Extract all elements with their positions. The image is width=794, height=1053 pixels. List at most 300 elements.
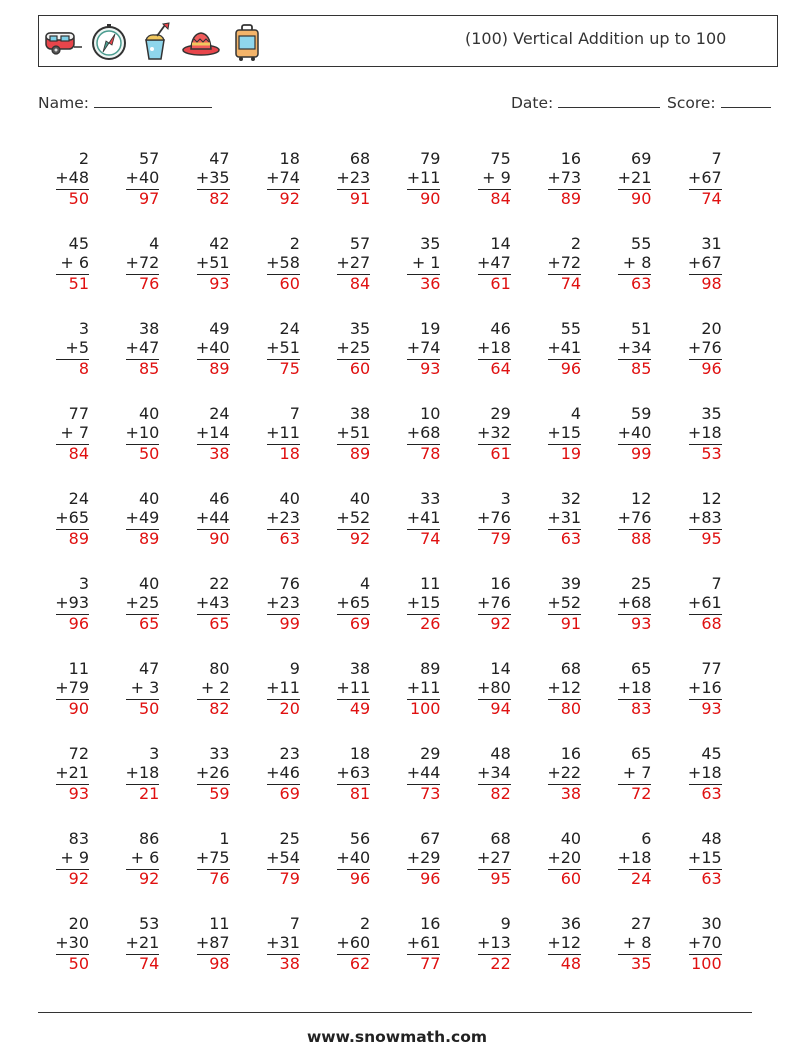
addition-problem [389, 574, 459, 659]
addition-problem [460, 659, 530, 744]
second-addend: +47 [477, 253, 511, 272]
addition-problem [249, 319, 319, 404]
answer: 79 [490, 529, 511, 548]
addition-problem [460, 574, 530, 659]
second-addend: +11 [336, 678, 371, 697]
answer: 21 [138, 784, 160, 803]
second-addend: +11 [406, 168, 441, 187]
first-addend: 11 [68, 659, 89, 678]
first-addend: 55 [560, 319, 582, 338]
second-addend: +60 [336, 933, 371, 952]
answer: 59 [209, 784, 230, 803]
addition-problem [179, 659, 249, 744]
answer: 98 [209, 954, 230, 973]
second-addend: +67 [687, 168, 722, 187]
score-field[interactable] [667, 93, 771, 112]
addition-problem [671, 914, 741, 999]
first-addend: 48 [701, 829, 722, 848]
second-addend: +48 [55, 168, 89, 187]
addition-problem [249, 489, 319, 574]
addition-problem [671, 319, 741, 404]
second-addend: +68 [617, 593, 652, 612]
footer-site: www.snowmath.com [306, 1028, 487, 1046]
first-addend: 1 [219, 829, 230, 848]
camper-trailer-icon [43, 22, 83, 62]
second-addend: +76 [477, 508, 511, 527]
second-addend: +34 [617, 338, 652, 357]
answer: 96 [701, 359, 722, 378]
second-addend: +18 [477, 338, 511, 357]
first-addend: 24 [209, 404, 230, 423]
addition-problem [108, 234, 178, 319]
addition-problem [530, 914, 600, 999]
first-addend: 3 [500, 489, 511, 508]
addition-problem [319, 659, 389, 744]
addition-problem [671, 659, 741, 744]
first-addend: 33 [209, 744, 230, 763]
addition-problem [249, 829, 319, 914]
answer: 75 [279, 359, 300, 378]
first-addend: 2 [360, 914, 371, 933]
first-addend: 16 [490, 574, 511, 593]
answer: 62 [349, 954, 371, 973]
addition-problem [530, 744, 600, 829]
header-icons [43, 20, 267, 64]
addition-problem [38, 234, 108, 319]
addition-problem [600, 404, 670, 489]
second-addend: +72 [125, 253, 160, 272]
second-addend: +43 [195, 593, 230, 612]
addition-problem [38, 914, 108, 999]
first-addend: 67 [420, 829, 441, 848]
first-addend: 86 [138, 829, 160, 848]
first-addend: 7 [289, 404, 300, 423]
first-addend: 18 [349, 744, 371, 763]
first-addend: 38 [349, 659, 371, 678]
first-addend: 19 [420, 319, 441, 338]
second-addend: +18 [125, 763, 160, 782]
answer: 96 [68, 614, 89, 633]
answer: 74 [701, 189, 722, 208]
answer: 35 [631, 954, 652, 973]
answer: 89 [560, 189, 582, 208]
addition-problem [319, 404, 389, 489]
first-addend: 35 [349, 319, 371, 338]
answer: 74 [420, 529, 441, 548]
addition-problem [671, 829, 741, 914]
first-addend: 7 [711, 149, 722, 168]
answer: 93 [68, 784, 89, 803]
second-addend: +31 [266, 933, 300, 952]
first-addend: 36 [560, 914, 582, 933]
first-addend: 40 [138, 489, 160, 508]
second-addend: +80 [477, 678, 511, 697]
answer: 68 [701, 614, 722, 633]
first-addend: 20 [68, 914, 89, 933]
second-addend: +54 [266, 848, 300, 867]
first-addend: 42 [209, 234, 230, 253]
addition-problem [249, 234, 319, 319]
first-addend: 4 [149, 234, 160, 253]
first-addend: 25 [279, 829, 300, 848]
addition-problem [249, 914, 319, 999]
addition-problem [530, 404, 600, 489]
first-addend: 2 [289, 234, 300, 253]
answer: 88 [631, 529, 652, 548]
second-addend: +23 [336, 168, 371, 187]
answer: 63 [279, 529, 300, 548]
addition-problem [600, 149, 670, 234]
date-field[interactable] [511, 93, 660, 112]
second-addend: +21 [55, 763, 89, 782]
second-addend: +26 [195, 763, 230, 782]
addition-problem [179, 489, 249, 574]
second-addend: + 8 [622, 933, 652, 952]
addition-problem [530, 319, 600, 404]
answer: 85 [631, 359, 652, 378]
second-addend: +51 [266, 338, 300, 357]
addition-problem [179, 319, 249, 404]
first-addend: 6 [641, 829, 652, 848]
name-label: Name: [38, 94, 89, 112]
name-blank[interactable] [94, 93, 212, 108]
second-addend: +87 [195, 933, 230, 952]
addition-problem [671, 744, 741, 829]
second-addend: +75 [195, 848, 230, 867]
second-addend: +18 [617, 848, 652, 867]
answer: 18 [279, 444, 300, 463]
answer: 63 [560, 529, 582, 548]
answer: 89 [68, 529, 89, 548]
addition-problem [460, 829, 530, 914]
addition-problem [38, 574, 108, 659]
first-addend: 11 [420, 574, 441, 593]
addition-problem [671, 234, 741, 319]
addition-problem [108, 404, 178, 489]
answer: 48 [560, 954, 582, 973]
first-addend: 83 [68, 829, 89, 848]
answer: 69 [349, 614, 371, 633]
first-addend: 46 [490, 319, 511, 338]
answer: 89 [138, 529, 160, 548]
answer: 22 [490, 954, 511, 973]
addition-problem [460, 149, 530, 234]
addition-problem [249, 574, 319, 659]
second-addend: +40 [617, 423, 652, 442]
addition-problem [600, 829, 670, 914]
first-addend: 47 [209, 149, 230, 168]
addition-problem [179, 404, 249, 489]
addition-problem [319, 829, 389, 914]
second-addend: +51 [336, 423, 371, 442]
second-addend: +11 [266, 678, 300, 697]
addition-problem [38, 149, 108, 234]
answer: 63 [701, 869, 722, 888]
footer-divider [38, 1012, 752, 1013]
answer: 91 [349, 189, 371, 208]
addition-problem [179, 574, 249, 659]
first-addend: 24 [279, 319, 300, 338]
first-addend: 65 [631, 659, 652, 678]
second-addend: +40 [125, 168, 160, 187]
first-addend: 40 [560, 829, 582, 848]
addition-problem [38, 659, 108, 744]
addition-problem [389, 149, 459, 234]
second-addend: + 7 [60, 423, 89, 442]
first-addend: 29 [420, 744, 441, 763]
answer: 93 [701, 699, 722, 718]
first-addend: 31 [701, 234, 722, 253]
second-addend: +35 [195, 168, 230, 187]
first-addend: 89 [420, 659, 441, 678]
first-addend: 32 [560, 489, 582, 508]
second-addend: + 2 [200, 678, 230, 697]
second-addend: +25 [336, 338, 371, 357]
addition-problem [389, 914, 459, 999]
second-addend: +76 [687, 338, 722, 357]
score-blank[interactable] [721, 93, 771, 108]
first-addend: 77 [68, 404, 89, 423]
answer: 26 [420, 614, 441, 633]
answer: 90 [209, 529, 230, 548]
first-addend: 16 [420, 914, 441, 933]
answer: 95 [701, 529, 722, 548]
answer: 60 [560, 869, 582, 888]
first-addend: 39 [560, 574, 582, 593]
second-addend: + 3 [130, 678, 160, 697]
answer: 97 [138, 189, 160, 208]
answer: 90 [631, 189, 652, 208]
second-addend: +18 [687, 763, 722, 782]
second-addend: +58 [266, 253, 300, 272]
answer: 50 [138, 699, 160, 718]
first-addend: 46 [209, 489, 230, 508]
answer: 96 [420, 869, 441, 888]
second-addend: +14 [195, 423, 230, 442]
name-field[interactable] [38, 93, 212, 112]
sombrero-icon [181, 22, 221, 62]
first-addend: 48 [490, 744, 511, 763]
answer: 93 [209, 274, 230, 293]
second-addend: +41 [406, 508, 441, 527]
first-addend: 49 [209, 319, 230, 338]
second-addend: +13 [477, 933, 511, 952]
answer: 60 [279, 274, 300, 293]
answer: 74 [138, 954, 160, 973]
second-addend: +65 [336, 593, 371, 612]
addition-problem [671, 489, 741, 574]
first-addend: 45 [68, 234, 89, 253]
addition-problem [38, 319, 108, 404]
second-addend: +11 [266, 423, 300, 442]
second-addend: +11 [406, 678, 441, 697]
first-addend: 23 [279, 744, 300, 763]
addition-problem [108, 574, 178, 659]
answer: 76 [209, 869, 230, 888]
answer: 84 [349, 274, 371, 293]
second-addend: +74 [406, 338, 441, 357]
first-addend: 69 [631, 149, 652, 168]
first-addend: 9 [500, 914, 511, 933]
answer: 79 [279, 869, 300, 888]
first-addend: 57 [138, 149, 160, 168]
second-addend: +23 [266, 593, 300, 612]
addition-problem [460, 234, 530, 319]
answer: 38 [279, 954, 300, 973]
answer: 89 [209, 359, 230, 378]
second-addend: +44 [406, 763, 441, 782]
addition-problem [389, 489, 459, 574]
first-addend: 7 [289, 914, 300, 933]
addition-problem [249, 404, 319, 489]
second-addend: +31 [547, 508, 582, 527]
addition-problem [530, 149, 600, 234]
addition-problem [108, 829, 178, 914]
date-label: Date: [511, 94, 554, 112]
first-addend: 33 [420, 489, 441, 508]
answer: 84 [68, 444, 89, 463]
addition-problem [249, 659, 319, 744]
first-addend: 68 [349, 149, 371, 168]
second-addend: +72 [547, 253, 582, 272]
answer: 61 [490, 444, 511, 463]
addition-problem [460, 489, 530, 574]
addition-problem [530, 829, 600, 914]
second-addend: +70 [687, 933, 722, 952]
first-addend: 38 [349, 404, 371, 423]
answer: 60 [349, 359, 371, 378]
first-addend: 7 [711, 574, 722, 593]
first-addend: 20 [701, 319, 722, 338]
second-addend: +5 [65, 338, 89, 357]
second-addend: + 9 [60, 848, 89, 867]
first-addend: 77 [701, 659, 722, 678]
second-addend: +93 [55, 593, 89, 612]
answer: 73 [420, 784, 441, 803]
answer: 81 [349, 784, 371, 803]
answer: 38 [560, 784, 582, 803]
addition-problem [530, 574, 600, 659]
answer: 65 [209, 614, 230, 633]
first-addend: 56 [349, 829, 371, 848]
date-blank[interactable] [558, 93, 660, 108]
addition-problem [671, 149, 741, 234]
addition-problem [179, 234, 249, 319]
addition-problem [319, 744, 389, 829]
answer: 92 [68, 869, 89, 888]
second-addend: +74 [266, 168, 300, 187]
second-addend: +27 [336, 253, 371, 272]
answer: 93 [631, 614, 652, 633]
second-addend: +51 [195, 253, 230, 272]
second-addend: +63 [336, 763, 371, 782]
second-addend: +21 [617, 168, 652, 187]
second-addend: +21 [125, 933, 160, 952]
addition-problem [530, 234, 600, 319]
addition-problem [460, 319, 530, 404]
second-addend: +22 [547, 763, 582, 782]
problems-grid [38, 149, 774, 999]
first-addend: 72 [68, 744, 89, 763]
second-addend: +76 [617, 508, 652, 527]
first-addend: 18 [279, 149, 300, 168]
addition-problem [108, 659, 178, 744]
answer: 90 [420, 189, 441, 208]
second-addend: +49 [125, 508, 160, 527]
answer: 84 [490, 189, 511, 208]
answer: 82 [209, 699, 230, 718]
first-addend: 35 [420, 234, 441, 253]
addition-problem [530, 659, 600, 744]
answer: 91 [560, 614, 582, 633]
answer: 99 [631, 444, 652, 463]
addition-problem [600, 659, 670, 744]
first-addend: 76 [279, 574, 300, 593]
addition-problem [179, 914, 249, 999]
first-addend: 68 [490, 829, 511, 848]
answer: 95 [490, 869, 511, 888]
first-addend: 11 [209, 914, 230, 933]
answer: 61 [490, 274, 511, 293]
answer: 51 [68, 274, 89, 293]
answer: 94 [490, 699, 511, 718]
second-addend: +83 [687, 508, 722, 527]
first-addend: 3 [149, 744, 160, 763]
first-addend: 80 [209, 659, 230, 678]
addition-problem [38, 404, 108, 489]
addition-problem [389, 404, 459, 489]
first-addend: 55 [631, 234, 652, 253]
first-addend: 65 [631, 744, 652, 763]
first-addend: 12 [701, 489, 722, 508]
addition-problem [108, 149, 178, 234]
addition-problem [600, 489, 670, 574]
answer: 90 [68, 699, 89, 718]
second-addend: +40 [195, 338, 230, 357]
second-addend: + 1 [411, 253, 441, 272]
second-addend: +52 [336, 508, 371, 527]
addition-problem [319, 574, 389, 659]
answer: 99 [279, 614, 300, 633]
first-addend: 75 [490, 149, 511, 168]
answer: 92 [138, 869, 160, 888]
answer: 89 [349, 444, 371, 463]
second-addend: +79 [55, 678, 89, 697]
second-addend: +30 [55, 933, 89, 952]
first-addend: 40 [138, 404, 160, 423]
addition-problem [600, 234, 670, 319]
first-addend: 9 [289, 659, 300, 678]
first-addend: 57 [349, 234, 371, 253]
second-addend: + 8 [622, 253, 652, 272]
first-addend: 35 [701, 404, 722, 423]
second-addend: +12 [547, 678, 582, 697]
addition-problem [460, 744, 530, 829]
answer: 83 [631, 699, 652, 718]
second-addend: + 6 [130, 848, 160, 867]
first-addend: 38 [138, 319, 160, 338]
addition-problem [600, 744, 670, 829]
addition-problem [460, 914, 530, 999]
sand-bucket-icon [135, 22, 175, 62]
addition-problem [389, 234, 459, 319]
addition-problem [319, 234, 389, 319]
answer: 72 [631, 784, 652, 803]
answer: 100 [409, 699, 441, 718]
answer: 36 [420, 274, 441, 293]
first-addend: 53 [138, 914, 160, 933]
addition-problem [319, 489, 389, 574]
